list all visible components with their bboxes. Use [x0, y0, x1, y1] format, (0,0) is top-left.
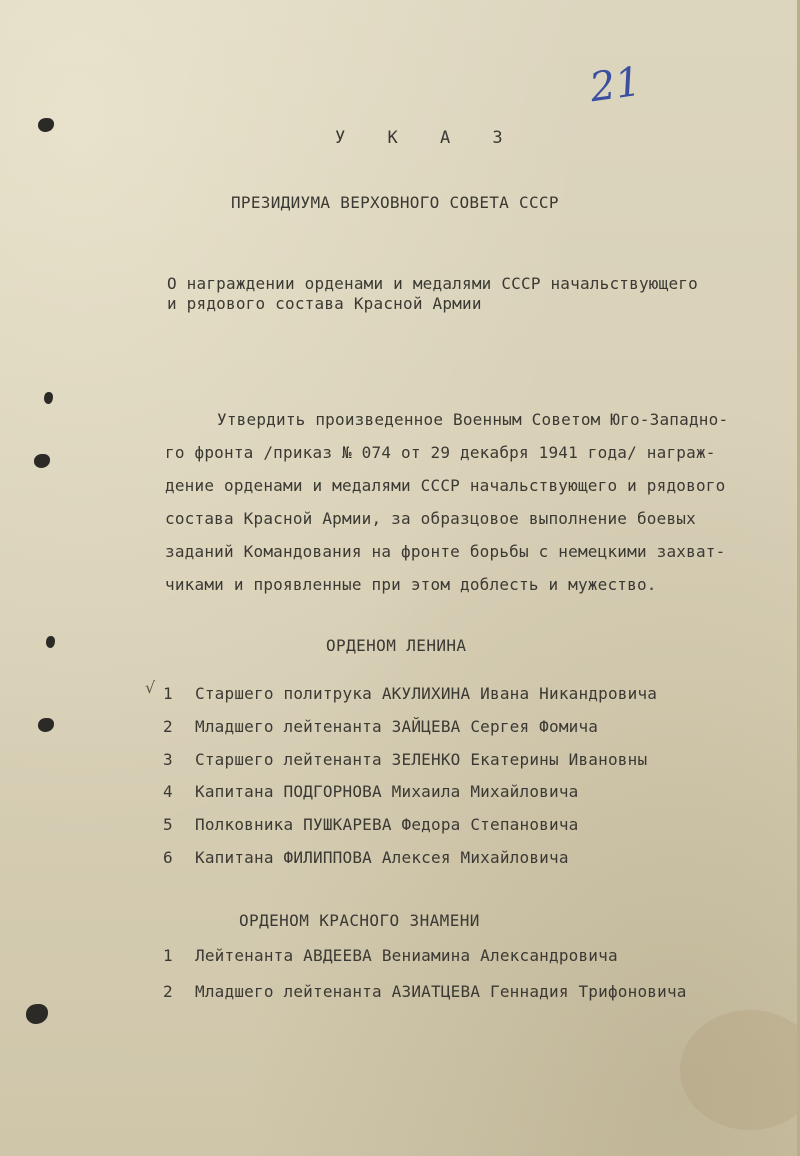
binding-hole	[34, 454, 50, 468]
entry-text: Старшего политрука АКУЛИХИНА Ивана Никандровича	[195, 684, 658, 703]
body-line: го фронта /приказ № 074 от 29 декабря 1941 года/ награж-	[165, 443, 716, 462]
entry-number: 2	[163, 717, 173, 736]
document-title: У К А З	[335, 128, 519, 148]
award-entry	[163, 848, 569, 867]
award-entry	[163, 946, 618, 965]
section-heading-red-banner: ОРДЕНОМ КРАСНОГО ЗНАМЕНИ	[239, 911, 480, 930]
entry-text: Лейтенанта АВДЕЕВА Вениамина Александровича	[195, 946, 618, 965]
document-body	[165, 403, 785, 601]
entry-number: 6	[163, 848, 173, 867]
binding-hole	[26, 1004, 48, 1024]
entry-text: Старшего лейтенанта ЗЕЛЕНКО Екатерины Ивановны	[195, 750, 648, 769]
award-entry	[163, 982, 687, 1001]
paper-stain	[680, 1010, 800, 1130]
binding-hole	[46, 636, 55, 648]
body-line: чиками и проявленные при этом доблесть и мужество.	[165, 575, 657, 594]
entry-number: 2	[163, 982, 173, 1001]
binding-hole	[38, 718, 54, 732]
entry-text: Капитана ПОДГОРНОВА Михаила Михайловича	[195, 782, 579, 801]
entry-number: 1	[163, 684, 173, 703]
body-line: дение орденами и медалями СССР начальствующего и рядового	[165, 476, 726, 495]
entry-number: 5	[163, 815, 173, 834]
document-subject	[167, 274, 767, 314]
entry-text: Младшего лейтенанта АЗИАТЦЕВА Геннадия Трифоновича	[195, 982, 687, 1001]
entry-number: 3	[163, 750, 173, 769]
subject-line: и рядового состава Красной Армии	[167, 294, 482, 313]
document-issuer: ПРЕЗИДИУМА ВЕРХОВНОГО СОВЕТА СССР	[231, 193, 559, 212]
entry-text: Капитана ФИЛИППОВА Алексея Михайловича	[195, 848, 569, 867]
entry-text: Полковника ПУШКАРЕВА Федора Степановича	[195, 815, 579, 834]
body-line: состава Красной Армии, за образцовое выполнение боевых	[165, 509, 696, 528]
archive-page-number: 21	[587, 58, 644, 112]
award-entry	[163, 684, 657, 703]
entry-number: 1	[163, 946, 173, 965]
binding-hole	[44, 392, 53, 404]
entry-text: Младшего лейтенанта ЗАЙЦЕВА Сергея Фомича	[195, 717, 599, 736]
check-mark-icon: √	[145, 678, 156, 697]
award-entry	[163, 750, 647, 769]
body-line: заданий Командования на фронте борьбы с немецкими захват-	[165, 542, 726, 561]
binding-hole	[38, 118, 54, 132]
award-entry	[163, 782, 578, 801]
award-entry	[163, 717, 598, 736]
award-entry	[163, 815, 578, 834]
body-line: Утвердить произведенное Военным Советом Юго-Западно-	[217, 410, 729, 429]
subject-line: О награждении орденами и медалями СССР начальствующего	[167, 274, 698, 293]
section-heading-lenin: ОРДЕНОМ ЛЕНИНА	[326, 636, 467, 655]
entry-number: 4	[163, 782, 173, 801]
